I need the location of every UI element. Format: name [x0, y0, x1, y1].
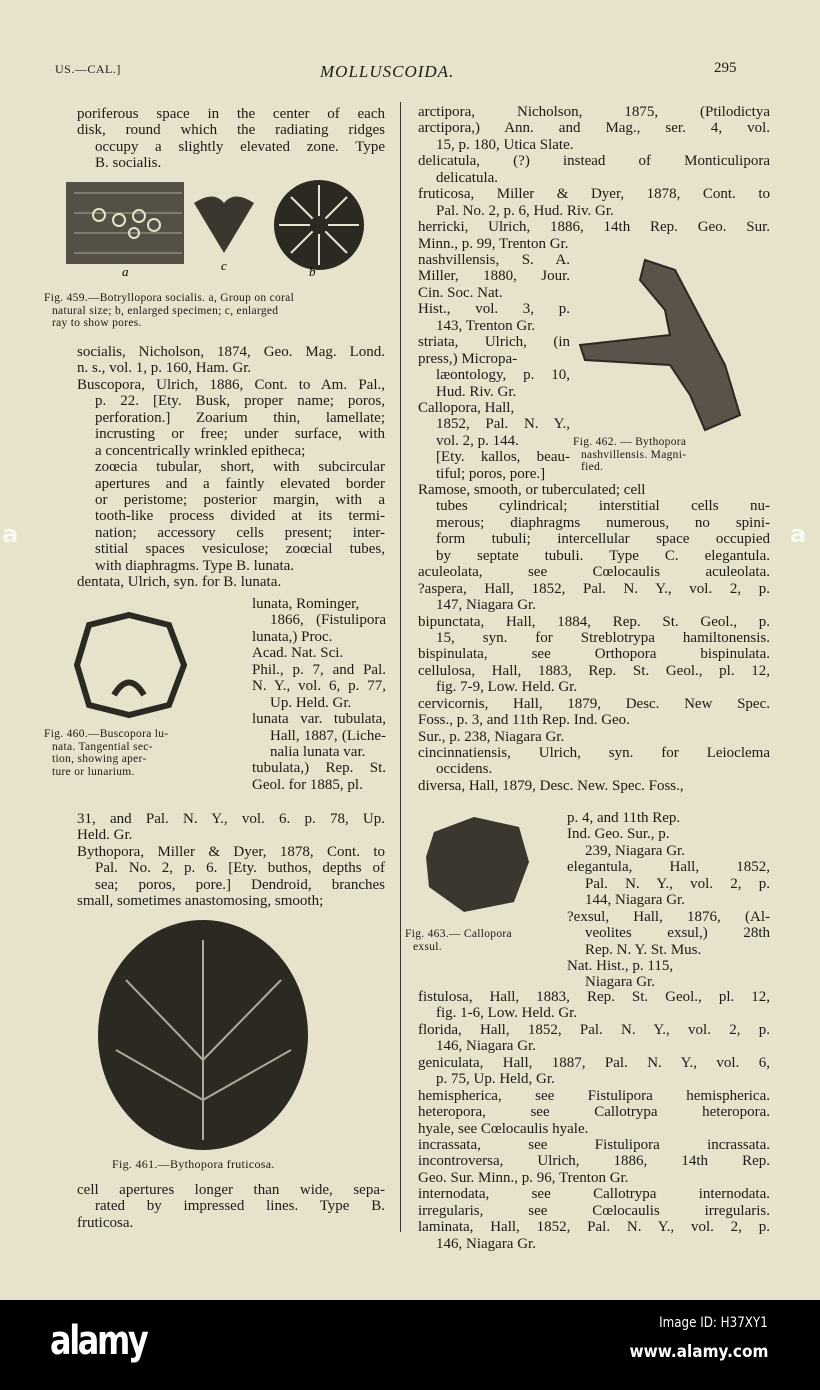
- caption-line: Fig. 462. — Bythopora: [573, 436, 687, 448]
- text-line: by septate tubuli. Type C. elegantula.: [436, 547, 770, 564]
- text-line: Held. Gr.: [77, 827, 133, 844]
- text-line: laminata, Hall, 1852, Pal. N. Y., vol. 2, p.: [418, 1219, 770, 1236]
- caption-line: ture or lunarium.: [52, 765, 135, 778]
- figure-459-caption: [44, 292, 384, 330]
- left-paragraph-5: [77, 1182, 385, 1231]
- text-line: 239, Niagara Gr.: [585, 842, 685, 859]
- text-line: Ind. Geo. Sur., p.: [567, 826, 670, 843]
- text-line: Pal. No. 2, p. 6. [Ety. buthos, depths of: [95, 860, 385, 877]
- text-line: Pal. No. 2, p. 6, Hud. Riv. Gr.: [436, 202, 614, 219]
- text-line: Up. Held. Gr.: [270, 694, 352, 711]
- watermark-mark: a: [2, 520, 19, 548]
- text-line: Miller, 1880, Jour.: [418, 268, 570, 285]
- text-line: tubulata,) Rep. St.: [252, 760, 386, 777]
- text-line: delicatula, (?) instead of Monticulipora: [418, 153, 770, 170]
- text-line: 146, Niagara Gr.: [436, 1235, 536, 1252]
- text-line: Ramose, smooth, or tuberculated; cell: [418, 482, 646, 498]
- running-head-left: US.—CAL.]: [55, 62, 121, 76]
- text-line: hemispherica, see Fistulipora hemispherica.: [418, 1087, 770, 1104]
- left-paragraph-1: [77, 106, 385, 172]
- text-line: with diaphragms. Type B. lunata.: [95, 557, 295, 574]
- text-line: arctipora,) Ann. and Mag., ser. 4, vol.: [418, 120, 770, 137]
- alamy-url: www.alamy.com: [629, 1342, 768, 1362]
- text-line: florida, Hall, 1852, Pal. N. Y., vol. 2, p.: [418, 1021, 770, 1038]
- text-line: 15, p. 180, Utica Slate.: [436, 136, 574, 153]
- text-line: 31, and Pal. N. Y., vol. 6. p. 78, Up.: [77, 811, 385, 827]
- text-line: cellulosa, Hall, 1883, Rep. St. Geol., pl. 12,: [418, 662, 770, 679]
- text-line: 147, Niagara Gr.: [436, 597, 536, 614]
- left-paragraph-2: [77, 344, 385, 591]
- text-line: arctipora, Nicholson, 1875, (Ptilodictya: [418, 104, 770, 120]
- right-paragraph-5: [418, 989, 770, 1252]
- text-line: occidens.: [436, 761, 493, 778]
- text-line: tubes cylindrical; interstitial cells nu-: [436, 498, 770, 515]
- text-line: Geo. Sur. Minn., p. 96, Trenton Gr.: [418, 1169, 629, 1186]
- watermark-mark: a: [790, 520, 807, 548]
- text-line: merous; diaphragms numerous, no spini-: [436, 514, 770, 531]
- text-line: cincinnatiensis, Ulrich, syn. for Leioclema: [418, 745, 770, 761]
- text-line: fistulosa, Hall, 1883, Rep. St. Geol., pl. 12,: [418, 989, 770, 1005]
- text-line: ?exsul, Hall, 1876, (Al-: [567, 908, 770, 925]
- text-line: Acad. Nat. Sci.: [252, 645, 344, 662]
- text-line: geniculata, Hall, 1887, Pal. N. Y., vol. 6,: [418, 1054, 770, 1071]
- text-line: occupy a slightly elevated zone. Type: [95, 138, 385, 155]
- text-line: incontroversa, Ulrich, 1886, 14th Rep.: [418, 1153, 770, 1170]
- text-line: small, sometimes anastomosing, smooth;: [77, 893, 324, 910]
- text-line: N. Y., vol. 6, p. 77,: [252, 678, 386, 695]
- right-paragraph-3: [418, 482, 770, 794]
- text-line: [Ety. kallos, beau-: [436, 449, 570, 466]
- text-line: Hist., vol. 3, p.: [418, 301, 570, 318]
- text-line: Sur., p. 238, Niagara Gr.: [418, 728, 565, 745]
- text-line: nation; accessory cells present; inter-: [95, 524, 385, 541]
- text-line: incrassata, see Fistulipora incrassata.: [418, 1136, 770, 1153]
- text-line: ?aspera, Hall, 1852, Pal. N. Y., vol. 2, p.: [418, 580, 770, 597]
- figure-461-bythopora-fruticosa: [96, 900, 311, 1155]
- text-line: p. 75, Up. Held, Gr.: [436, 1071, 555, 1088]
- text-line: Niagara Gr.: [585, 974, 655, 991]
- text-line: poriferous space in the center of each: [77, 106, 385, 122]
- text-line: B. socialis.: [95, 155, 162, 172]
- figure-460-buscopora: [74, 610, 189, 720]
- text-line: hyale, see Cœlocaulis hyale.: [418, 1120, 589, 1137]
- text-line: cervicornis, Hall, 1879, Desc. New Spec.: [418, 695, 770, 712]
- caption-line: nata. Tangential sec-: [52, 740, 153, 753]
- text-line: incrusting or free; under surface, with: [95, 426, 385, 443]
- caption-line: Fig. 460.—Buscopora lu-: [44, 728, 169, 740]
- text-line: socialis, Nicholson, 1874, Geo. Mag. Lond.: [77, 344, 385, 360]
- text-line: Callopora, Hall,: [418, 399, 515, 416]
- text-line: nashvillensis, S. A.: [418, 252, 570, 268]
- text-line: cell apertures longer than wide, sepa-: [77, 1182, 385, 1198]
- text-line: dentata, Ulrich, syn. for B. lunata.: [77, 574, 282, 591]
- text-line: 1866, (Fistulipora: [270, 612, 386, 629]
- text-line: Buscopora, Ulrich, 1886, Cont. to Am. Pal.,: [77, 376, 385, 393]
- text-line: 1852, Pal. N. Y.,: [436, 416, 570, 433]
- text-line: bipunctata, Hall, 1884, Rep. St. Geol., p.: [418, 613, 770, 630]
- left-paragraph-3: [252, 596, 386, 793]
- text-line: Foss., p. 3, and 11th Rep. Ind. Geo.: [418, 712, 630, 729]
- text-line: perforation.] Zoarium thin, lamellate;: [95, 409, 385, 426]
- text-line: irregularis, see Cœlocaulis irregularis.: [418, 1202, 770, 1219]
- text-line: tooth-like process divided at its termi-: [95, 508, 385, 525]
- text-line: fruticosa.: [77, 1214, 134, 1231]
- text-line: 146, Niagara Gr.: [436, 1038, 536, 1055]
- text-line: striata, Ulrich, (in: [418, 334, 570, 351]
- text-line: lunata, Rominger,: [252, 596, 360, 612]
- text-line: 15, syn. for Streblotrypa hamiltonensis.: [436, 629, 770, 646]
- right-paragraph-1: [418, 104, 770, 252]
- page-number: 295: [714, 60, 737, 76]
- left-paragraph-4: [77, 811, 385, 910]
- text-line: rated by impressed lines. Type B.: [95, 1198, 385, 1215]
- text-line: bispinulata, see Orthopora bispinulata.: [418, 646, 770, 663]
- text-line: Rep. N. Y. St. Mus.: [585, 941, 702, 958]
- text-line: heteropora, see Callotrypa heteropora.: [418, 1104, 770, 1121]
- caption-line: exsul.: [413, 940, 442, 953]
- caption-line: tion, showing aper-: [52, 753, 147, 765]
- text-line: sea; poros, pore.] Dendroid, branches: [95, 876, 385, 893]
- caption-line: Fig. 463.— Callopora: [405, 928, 512, 940]
- text-line: nalia lunata var.: [270, 743, 366, 760]
- text-line: Nat. Hist., p. 115,: [567, 957, 674, 974]
- figure-460-caption: [44, 728, 244, 778]
- text-line: form tubuli; intercellular space occupied: [436, 531, 770, 548]
- figure-463-caption: [405, 928, 565, 953]
- caption-line: Fig. 459.—Botryllopora socialis. a, Group on coral: [44, 292, 295, 304]
- figure-459-botryllopora: [64, 178, 374, 278]
- text-line: Phil., p. 7, and Pal.: [252, 661, 386, 678]
- text-line: internodata, see Callotrypa internodata.: [418, 1186, 770, 1203]
- text-line: p. 4, and 11th Rep.: [567, 810, 681, 826]
- text-line: n. s., vol. 1, p. 160, Ham. Gr.: [77, 360, 252, 377]
- figure-label-c: c: [221, 258, 227, 273]
- text-line: elegantula, Hall, 1852,: [567, 859, 770, 876]
- text-line: press,) Micropa-: [418, 350, 518, 367]
- text-line: herricki, Ulrich, 1886, 14th Rep. Geo. Sur.: [418, 219, 770, 236]
- figure-463-callopora-exsul: [424, 812, 532, 914]
- text-line: diversa, Hall, 1879, Desc. New. Spec. Foss.,: [418, 777, 684, 794]
- running-head-title: MOLLUSCOIDA.: [320, 62, 455, 81]
- text-line: a concentrically wrinkled epitheca;: [95, 442, 306, 459]
- text-line: disk, round which the radiating ridges: [77, 122, 385, 139]
- text-line: fig. 1-6, Low. Held. Gr.: [436, 1005, 578, 1022]
- text-line: Bythopora, Miller & Dyer, 1878, Cont. to: [77, 843, 385, 860]
- text-line: læontology, p. 10,: [436, 367, 570, 384]
- text-line: or peristome; posterior margin, with a: [95, 491, 385, 508]
- text-line: aculeolata, see Cœlocaulis aculeolata.: [418, 564, 770, 581]
- column-divider: [400, 102, 401, 1232]
- watermark-footer-band: [0, 1300, 820, 1390]
- text-line: veolites exsul,) 28th: [585, 925, 770, 942]
- text-line: Pal. N. Y., vol. 2, p.: [585, 875, 770, 892]
- right-paragraph-4: [567, 810, 770, 991]
- text-line: vol. 2, p. 144.: [436, 432, 519, 449]
- text-line: fruticosa, Miller & Dyer, 1878, Cont. to: [418, 186, 770, 203]
- text-line: 143, Trenton Gr.: [436, 317, 536, 334]
- text-line: tiful; poros, pore.]: [436, 465, 546, 482]
- text-line: Geol. for 1885, pl.: [252, 776, 363, 793]
- figure-label-b: b: [309, 264, 316, 278]
- caption-line: nashvillensis. Magni-: [581, 448, 687, 461]
- right-paragraph-2: [418, 252, 570, 482]
- text-line: Hud. Riv. Gr.: [436, 383, 517, 400]
- text-line: delicatula.: [436, 169, 499, 186]
- text-line: fig. 7-9, Low. Held. Gr.: [436, 679, 578, 696]
- text-line: Minn., p. 99, Trenton Gr.: [418, 235, 569, 252]
- figure-461-caption: Fig. 461.—Bythopora fruticosa.: [112, 1157, 275, 1171]
- text-line: zoœcia tubular, short, with subcircular: [95, 459, 385, 476]
- caption-line: fied.: [581, 461, 604, 473]
- text-line: lunata,) Proc.: [252, 628, 333, 645]
- alamy-logo: alamy: [50, 1318, 147, 1364]
- text-line: 144, Niagara Gr.: [585, 892, 685, 909]
- figure-462-bythopora-nashvillensis: [575, 255, 745, 435]
- image-id: Image ID: H37XY1: [659, 1315, 768, 1331]
- caption-line: ray to show pores.: [52, 317, 142, 329]
- text-line: apertures and a faintly elevated border: [95, 475, 385, 492]
- figure-label-a: a: [122, 264, 129, 278]
- figure-462-caption: [573, 436, 773, 474]
- caption-line: natural size; b, enlarged specimen; c, enlarged: [52, 304, 279, 317]
- text-line: lunata var. tubulata,: [252, 711, 386, 728]
- text-line: Cin. Soc. Nat.: [418, 284, 503, 301]
- text-line: stitial spaces vesiculose; zoœcial tubes,: [95, 541, 385, 558]
- text-line: Hall, 1887, (Liche-: [270, 727, 386, 744]
- text-line: p. 22. [Ety. Busk, proper name; poros,: [95, 393, 385, 410]
